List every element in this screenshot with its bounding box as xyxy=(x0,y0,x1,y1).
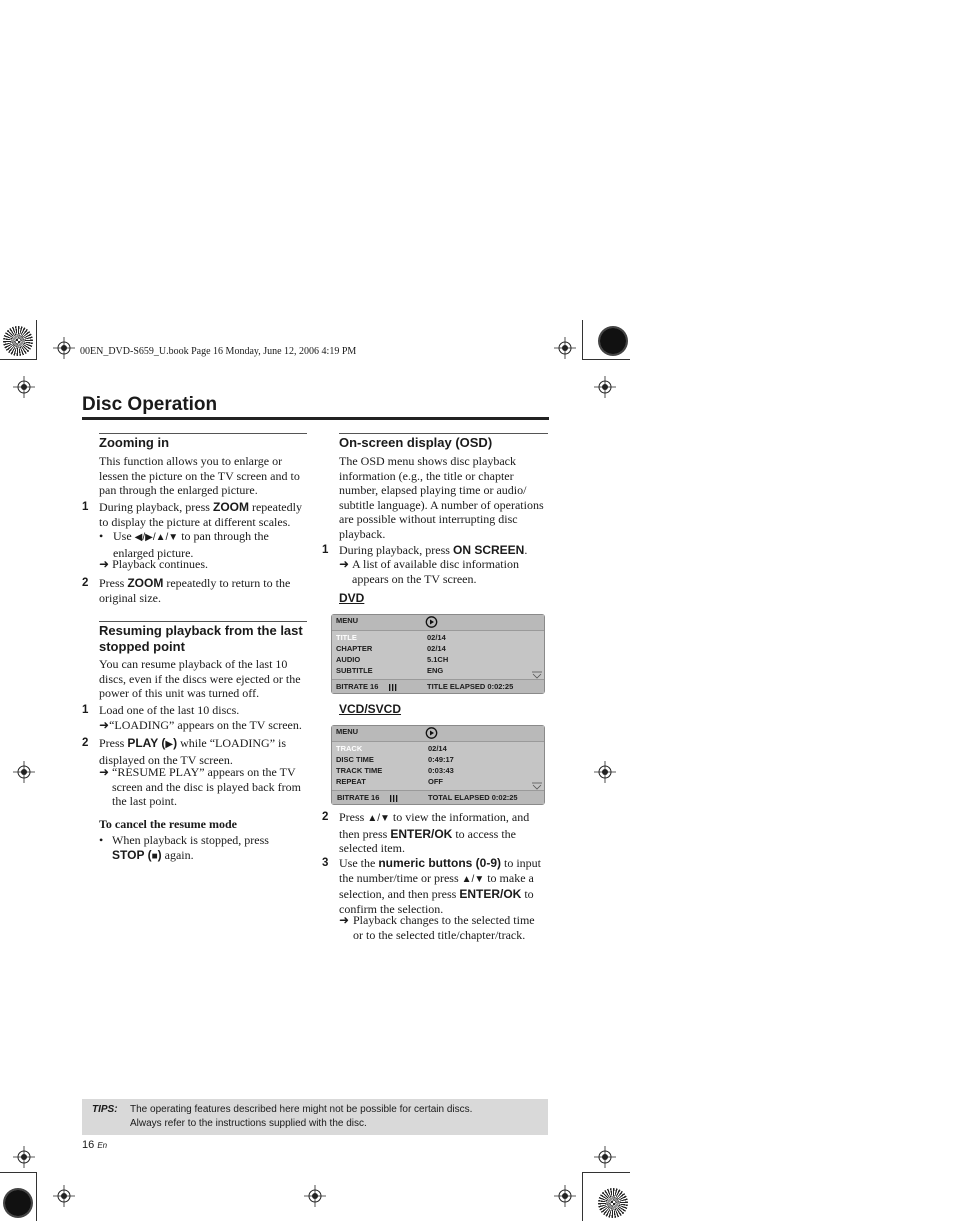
osd-row-value: 0:03:43 xyxy=(428,766,454,775)
tips-box xyxy=(82,1099,548,1135)
osd-step-2: Press ▲/▼ to view the information, and then press ENTER/OK to access the selected item. xyxy=(339,810,530,855)
registration-mark-icon xyxy=(53,1185,75,1207)
osd-heading: On-screen display (OSD) xyxy=(339,435,493,450)
step-number: 1 xyxy=(322,544,329,556)
osd-step-3-result: Playback changes to the selected time or to the selected title/chapter/track. xyxy=(353,913,535,942)
arrow-right-icon: ➜ xyxy=(339,557,350,571)
osd-row-label: SUBTITLE xyxy=(336,666,373,675)
step-number: 3 xyxy=(322,857,329,869)
osd-row-value: 5.1CH xyxy=(427,655,449,664)
osd-screen-dvd xyxy=(331,614,545,694)
registration-mark-icon xyxy=(13,376,35,398)
registration-mark-icon xyxy=(13,1146,35,1168)
cancel-resume-heading: To cancel the resume mode xyxy=(99,817,237,831)
title-rule xyxy=(82,417,549,420)
play-icon xyxy=(425,616,438,628)
osd-row-label: TRACK xyxy=(336,744,363,753)
bitrate-bars-icon xyxy=(390,795,398,802)
zoom-intro: This function allows you to enlarge or lessen the picture on the TV screen and to pan through the enlarged picture. xyxy=(99,454,300,497)
osd-row-label: TRACK TIME xyxy=(336,766,383,775)
bullet: • xyxy=(99,833,104,847)
osd-step-3: Use the numeric buttons (0-9) to input the number/time or press ▲/▼ to make a selection, and then press ENTER/OK to confirm the selection. xyxy=(339,856,542,916)
sunburst-mark-icon xyxy=(3,1188,33,1218)
registration-mark-icon xyxy=(304,1185,326,1207)
osd-row-value: 02/14 xyxy=(428,744,447,753)
osd-row-value: 0:49:17 xyxy=(428,755,454,764)
sunburst-mark-icon xyxy=(598,326,628,356)
osd-intro: The OSD menu shows disc playback information (e.g., the title or chapter number, elapsed playing time or audio/ subtitle language). A number of operations are possible without interrupting disc playback. xyxy=(339,454,544,541)
resume-heading: Resuming playback from the last stopped point xyxy=(99,623,303,654)
osd-row-value: 02/14 xyxy=(427,644,446,653)
sunburst-mark-icon xyxy=(3,326,33,356)
osd-row-label: REPEAT xyxy=(336,777,366,786)
osd-menu-label: MENU xyxy=(336,727,359,736)
arrow-right-icon: ➜ xyxy=(99,717,110,732)
step-number: 1 xyxy=(82,704,89,716)
vcd-label: VCD/SVCD xyxy=(339,702,402,716)
resume-step-1: Load one of the last 10 discs. ➜“LOADING” appears on the TV screen. xyxy=(99,703,302,732)
osd-bitrate: BITRATE 16 xyxy=(337,793,380,802)
arrow-keys-icon: ◀/▶/▲/▼ xyxy=(134,532,179,543)
zoom-bullet-text: Use ◀/▶/▲/▼ to pan through the enlarged picture. xyxy=(113,529,269,560)
registration-mark-icon xyxy=(554,1185,576,1207)
dvd-label: DVD xyxy=(339,591,365,605)
osd-screen-vcd xyxy=(331,725,545,805)
bitrate-bars-icon xyxy=(389,684,397,691)
sunburst-mark-icon xyxy=(598,1188,628,1218)
registration-mark-icon xyxy=(13,761,35,783)
stop-icon: ■ xyxy=(151,850,158,862)
osd-menu-label: MENU xyxy=(336,616,359,625)
registration-mark-icon xyxy=(594,376,616,398)
tips-label: TIPS: xyxy=(92,1104,118,1115)
scroll-down-icon xyxy=(532,671,542,679)
resume-step-2-result: “RESUME PLAY” appears on the TV screen and the disc is played back from the last point. xyxy=(112,765,301,808)
zoom-step-2: Press ZOOM repeatedly to return to the original size. xyxy=(99,576,291,605)
resume-step-2: Press PLAY (▶) while “LOADING” is displayed on the TV screen. xyxy=(99,736,287,767)
registration-mark-icon xyxy=(594,1146,616,1168)
file-header: 00EN_DVD-S659_U.book Page 16 Monday, June 12, 2006 4:19 PM xyxy=(80,346,357,357)
scroll-down-icon xyxy=(532,782,542,790)
osd-row-value: 02/14 xyxy=(427,633,446,642)
arrow-right-icon: ➜ xyxy=(99,765,110,779)
osd-row-label: DISC TIME xyxy=(336,755,374,764)
step-number: 1 xyxy=(82,501,89,513)
osd-step-1-result: A list of available disc information appears on the TV screen. xyxy=(352,557,519,586)
registration-mark-icon xyxy=(53,337,75,359)
osd-elapsed: TITLE ELAPSED 0:02:25 xyxy=(427,682,514,691)
osd-step-1: During playback, press ON SCREEN. xyxy=(339,543,528,557)
result-line: ➜ Playback continues. xyxy=(99,557,209,571)
tips-text: The operating features described here might not be possible for certain discs. Always refer to the instructions supplied with the disc. xyxy=(130,1104,473,1129)
zoom-step-1: During playback, press ZOOM repeatedly to display the picture at different scales. xyxy=(99,500,302,529)
page-title: Disc Operation xyxy=(82,394,218,415)
registration-mark-icon xyxy=(594,761,616,783)
bullet: • xyxy=(99,529,104,543)
resume-intro: You can resume playback of the last 10 discs, even if the discs were ejected or the power of this unit was turned off. xyxy=(99,657,301,700)
step-number: 2 xyxy=(82,737,89,749)
arrow-right-icon: ➜ xyxy=(99,557,110,571)
step-number: 2 xyxy=(322,811,329,823)
osd-elapsed: TOTAL ELAPSED 0:02:25 xyxy=(428,793,518,802)
cancel-resume-text: When playback is stopped, press STOP (■) again. xyxy=(112,833,269,862)
osd-bitrate: BITRATE 16 xyxy=(336,682,379,691)
up-down-arrow-icon: ▲/▼ xyxy=(367,813,390,824)
osd-row-label: CHAPTER xyxy=(336,644,373,653)
osd-row-value: ENG xyxy=(427,666,444,675)
osd-row-label: TITLE xyxy=(336,633,357,642)
registration-mark-icon xyxy=(554,337,576,359)
play-icon xyxy=(425,727,438,739)
arrow-right-icon: ➜ xyxy=(339,913,350,927)
page-number: 16 En xyxy=(82,1139,108,1151)
zoom-heading: Zooming in xyxy=(99,435,170,450)
osd-row-label: AUDIO xyxy=(336,655,361,664)
step-number: 2 xyxy=(82,577,89,589)
play-icon: ▶ xyxy=(165,739,174,750)
osd-row-value: OFF xyxy=(428,777,443,786)
up-down-arrow-icon: ▲/▼ xyxy=(461,873,485,885)
